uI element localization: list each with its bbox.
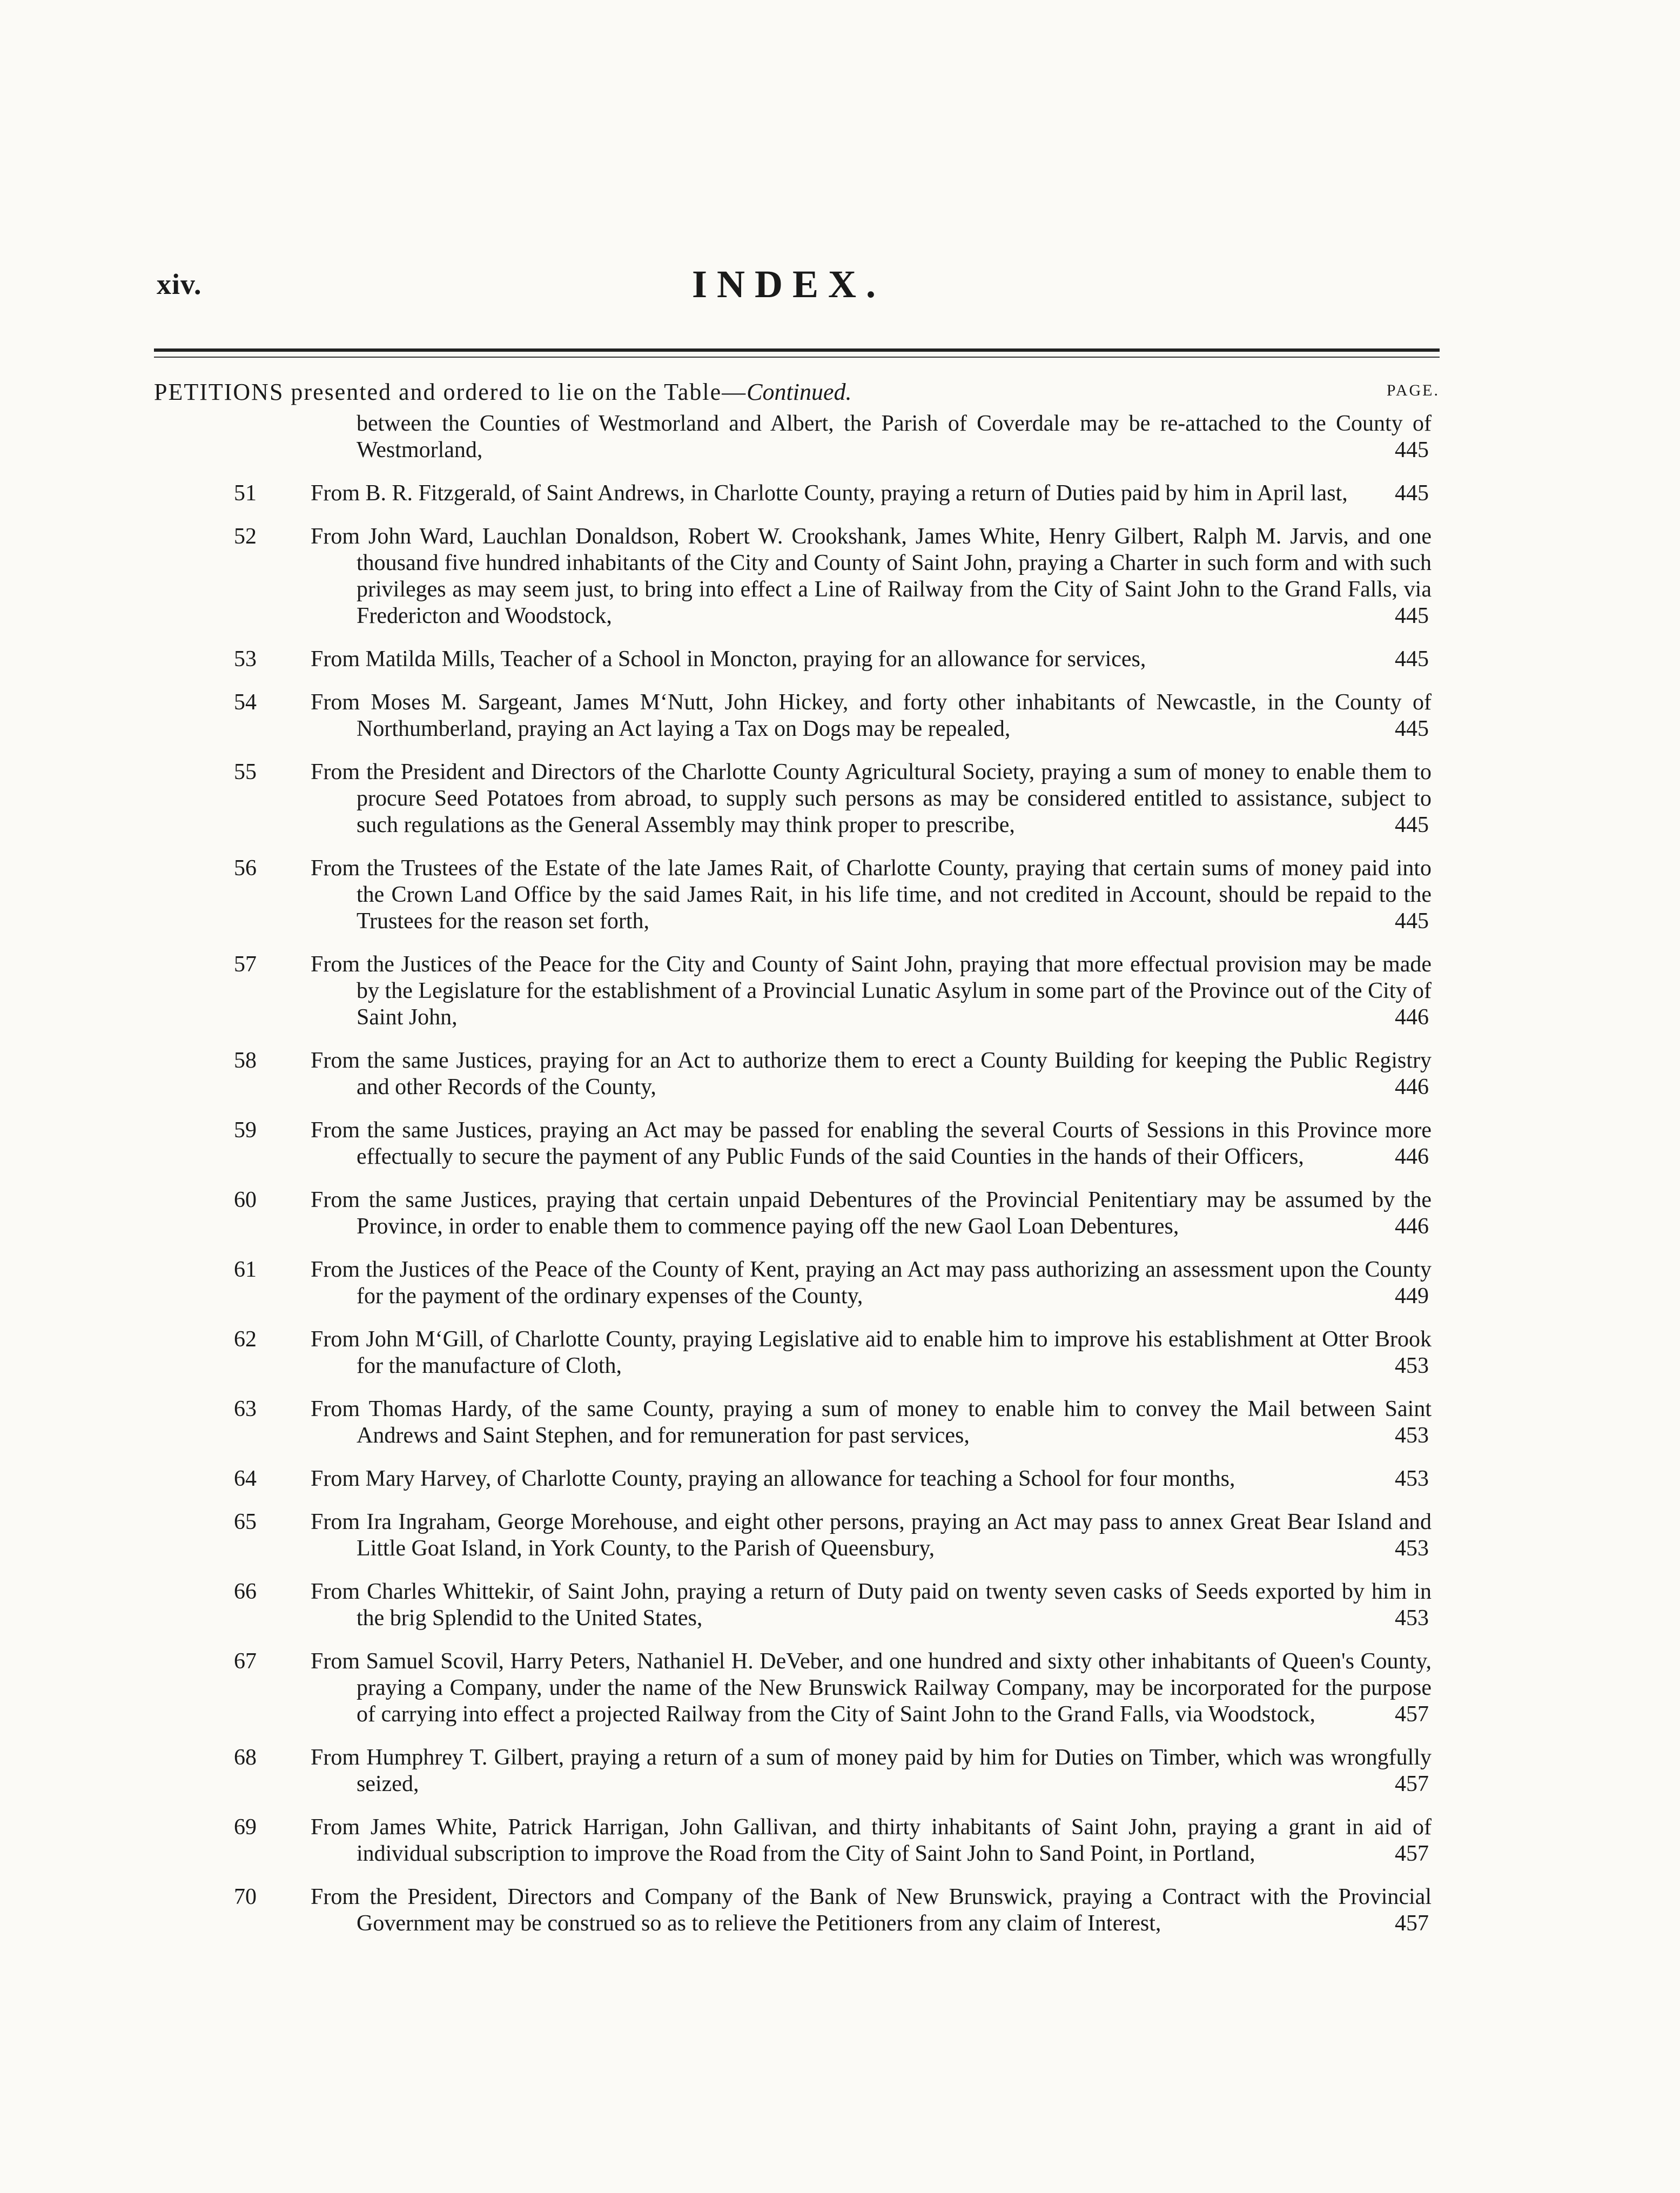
- entry-text: From the President, Directors and Company of the Bank of New Brunswick, praying a Contract with the Provincial Government may be construed so as to relieve the Petitioners from any claim of Interest,: [311, 1884, 1432, 1936]
- entry-text: From Moses M. Sargeant, James M‘Nutt, John Hickey, and forty other inhabitants of Newcastle, in the County of Northumberland, praying an Act laying a Tax on Dogs may be repealed,: [311, 690, 1432, 741]
- entry-number: 66: [234, 1579, 257, 1604]
- index-entry: [154, 689, 1440, 742]
- index-entry: [154, 1187, 1440, 1240]
- entry-text: From the Justices of the Peace of the County of Kent, praying an Act may pass authorizing an assessment upon the County for the payment of the ordinary expenses of the County,: [311, 1257, 1432, 1309]
- entry-text: From Samuel Scovil, Harry Peters, Nathaniel H. DeVeber, and one hundred and sixty other inhabitants of Queen's County, praying a Company, under the name of the New Brunswick Railway Company, may be incorporated for the purpose of carrying into effect a projected Railway from the City of Saint John to the Grand Falls, via Woodstock,: [311, 1649, 1432, 1727]
- entry-page-ref: 445: [1395, 647, 1429, 672]
- index-entry: [154, 1466, 1440, 1492]
- index-entry: [154, 1814, 1440, 1867]
- entry-text: From the same Justices, praying for an Act to authorize them to erect a County Building for keeping the Public Registry and other Records of the County,: [311, 1048, 1432, 1099]
- entry-page-ref: 453: [1395, 1606, 1429, 1631]
- header-rule-thick: [154, 348, 1440, 352]
- entry-page-ref: 445: [1395, 438, 1429, 462]
- entry-text: From Thomas Hardy, of the same County, praying a sum of money to enable him to convey the Mail between Saint Andrews and Saint Stephen, and for remuneration for past services,: [311, 1397, 1432, 1448]
- entry-number: 69: [234, 1815, 257, 1840]
- index-entry: [154, 759, 1440, 839]
- entry-page-ref: 453: [1395, 1353, 1429, 1378]
- entry-number: 59: [234, 1118, 257, 1143]
- entry-text: From the Justices of the Peace for the City and County of Saint John, praying that more effectual provision may be made by the Legislature for the establishment of a Provincial Lunatic Asylum in some part of the Province out of the City of Saint John,: [311, 952, 1432, 1030]
- index-entry: [154, 1884, 1440, 1937]
- entry-text: From the same Justices, praying an Act may be passed for enabling the several Courts of Sessions in this Province more effectually to secure the payment of any Public Funds of the said Counties in the hands of their Officers,: [311, 1118, 1432, 1169]
- page-header: [146, 262, 1432, 311]
- entry-page-ref: 457: [1395, 1911, 1429, 1936]
- entry-number: 64: [234, 1466, 257, 1491]
- entry-page-ref: 446: [1395, 1214, 1429, 1239]
- index-entry: [154, 411, 1440, 464]
- entry-text: From Mary Harvey, of Charlotte County, praying an allowance for teaching a School for four months,: [311, 1466, 1235, 1491]
- entry-page-ref: 446: [1395, 1144, 1429, 1169]
- page-number: xiv.: [157, 268, 202, 300]
- entry-page-ref: 446: [1395, 1075, 1429, 1099]
- entry-page-ref: 445: [1395, 603, 1429, 628]
- entry-page-ref: 457: [1395, 1772, 1429, 1796]
- entry-text: From B. R. Fitzgerald, of Saint Andrews, in Charlotte County, praying a return of Duties paid by him in April last,: [311, 481, 1348, 506]
- section-label: PETITIONS presented and ordered to lie on the Table—: [154, 379, 747, 405]
- index-entry: [154, 480, 1440, 507]
- index-entry: [154, 1509, 1440, 1562]
- index-entry: [154, 1745, 1440, 1798]
- entry-page-ref: 453: [1395, 1466, 1429, 1491]
- index-entry: [154, 1257, 1440, 1310]
- entry-text: From Ira Ingraham, George Morehouse, and eight other persons, praying an Act may pass to annex Great Bear Island and Little Goat Island, in York County, to the Parish of Queensbury,: [311, 1510, 1432, 1561]
- entry-text: From the Trustees of the Estate of the late James Rait, of Charlotte County, praying that certain sums of money paid into the Crown Land Office by the said James Rait, in his life time, and not credited in Account, should be repaid to the Trustees for the reason set forth,: [311, 856, 1432, 934]
- index-entry: [154, 855, 1440, 935]
- entry-page-ref: 445: [1395, 909, 1429, 934]
- entry-text: From John M‘Gill, of Charlotte County, praying Legislative aid to enable him to improve his establishment at Otter Brook for the manufacture of Cloth,: [311, 1327, 1432, 1378]
- page-column-heading: PAGE.: [1386, 381, 1440, 399]
- entry-page-ref: 453: [1395, 1536, 1429, 1561]
- entry-text: From the President and Directors of the Charlotte County Agricultural Society, praying a sum of money to enable them to procure Seed Potatoes from abroad, to supply such persons as may be considered entitled to assistance, subject to such regulations as the General Assembly may think proper to prescribe,: [311, 760, 1432, 837]
- entry-text: From John Ward, Lauchlan Donaldson, Robert W. Crookshank, James White, Henry Gilbert, Ralph M. Jarvis, and one thousand five hundred inhabitants of the City and County of Saint John, praying a Charter in such form and with such privileges as may seem just, to bring into effect a Line of Railway from the City of Saint John to the Grand Falls, via Fredericton and Woodstock,: [311, 524, 1432, 628]
- index-entry: [154, 1048, 1440, 1101]
- entry-number: 58: [234, 1048, 257, 1073]
- entry-page-ref: 457: [1395, 1702, 1429, 1727]
- entry-number: 57: [234, 952, 257, 977]
- entry-text: From Humphrey T. Gilbert, praying a return of a sum of money paid by him for Duties on Timber, which was wrongfully seized,: [311, 1745, 1432, 1796]
- entry-text: between the Counties of Westmorland and Albert, the Parish of Coverdale may be re-attached to the County of Westmorland,: [357, 411, 1432, 462]
- index-entry: [154, 1396, 1440, 1449]
- entry-page-ref: 446: [1395, 1005, 1429, 1030]
- entry-page-ref: 445: [1395, 813, 1429, 837]
- entry-number: 67: [234, 1649, 257, 1674]
- index-entry: [154, 646, 1440, 673]
- entry-number: 60: [234, 1188, 257, 1212]
- entry-text: From the same Justices, praying that certain unpaid Debentures of the Provincial Penitentiary may be assumed by the Province, in order to enable them to commence paying off the new Gaol Loan Debentures,: [311, 1188, 1432, 1239]
- entry-page-ref: 453: [1395, 1423, 1429, 1448]
- entry-number: 63: [234, 1397, 257, 1421]
- entry-number: 70: [234, 1884, 257, 1909]
- index-entry: [154, 1117, 1440, 1170]
- index-entry: [154, 524, 1440, 629]
- section-heading: [154, 378, 1440, 411]
- entry-number: 54: [234, 690, 257, 715]
- entry-number: 55: [234, 760, 257, 784]
- entry-page-ref: 449: [1395, 1284, 1429, 1309]
- entry-number: 68: [234, 1745, 257, 1770]
- index-entries: [154, 411, 1440, 1954]
- index-entry: [154, 1326, 1440, 1379]
- entry-page-ref: 445: [1395, 481, 1429, 506]
- entry-text: From James White, Patrick Harrigan, John Gallivan, and thirty inhabitants of Saint John, praying a grant in aid of individual subscription to improve the Road from the City of Saint John to Sand Point, in Portland,: [311, 1815, 1432, 1866]
- index-entry: [154, 951, 1440, 1031]
- entry-number: 61: [234, 1257, 257, 1282]
- entry-number: 56: [234, 856, 257, 881]
- entry-page-ref: 457: [1395, 1841, 1429, 1866]
- entry-number: 62: [234, 1327, 257, 1352]
- page-title: INDEX.: [691, 263, 886, 306]
- entry-text: From Matilda Mills, Teacher of a School in Moncton, praying for an allowance for services,: [311, 647, 1146, 672]
- entry-text: From Charles Whittekir, of Saint John, praying a return of Duty paid on twenty seven casks of Seeds exported by him in the brig Splendid to the United States,: [311, 1579, 1432, 1631]
- section-continued: Continued.: [747, 379, 852, 405]
- index-entry: [154, 1648, 1440, 1728]
- entry-number: 51: [234, 481, 257, 506]
- entry-number: 52: [234, 524, 257, 549]
- entry-number: 53: [234, 647, 257, 672]
- index-entry: [154, 1579, 1440, 1632]
- entry-page-ref: 445: [1395, 716, 1429, 741]
- header-rule-thin: [154, 357, 1440, 358]
- entry-number: 65: [234, 1510, 257, 1534]
